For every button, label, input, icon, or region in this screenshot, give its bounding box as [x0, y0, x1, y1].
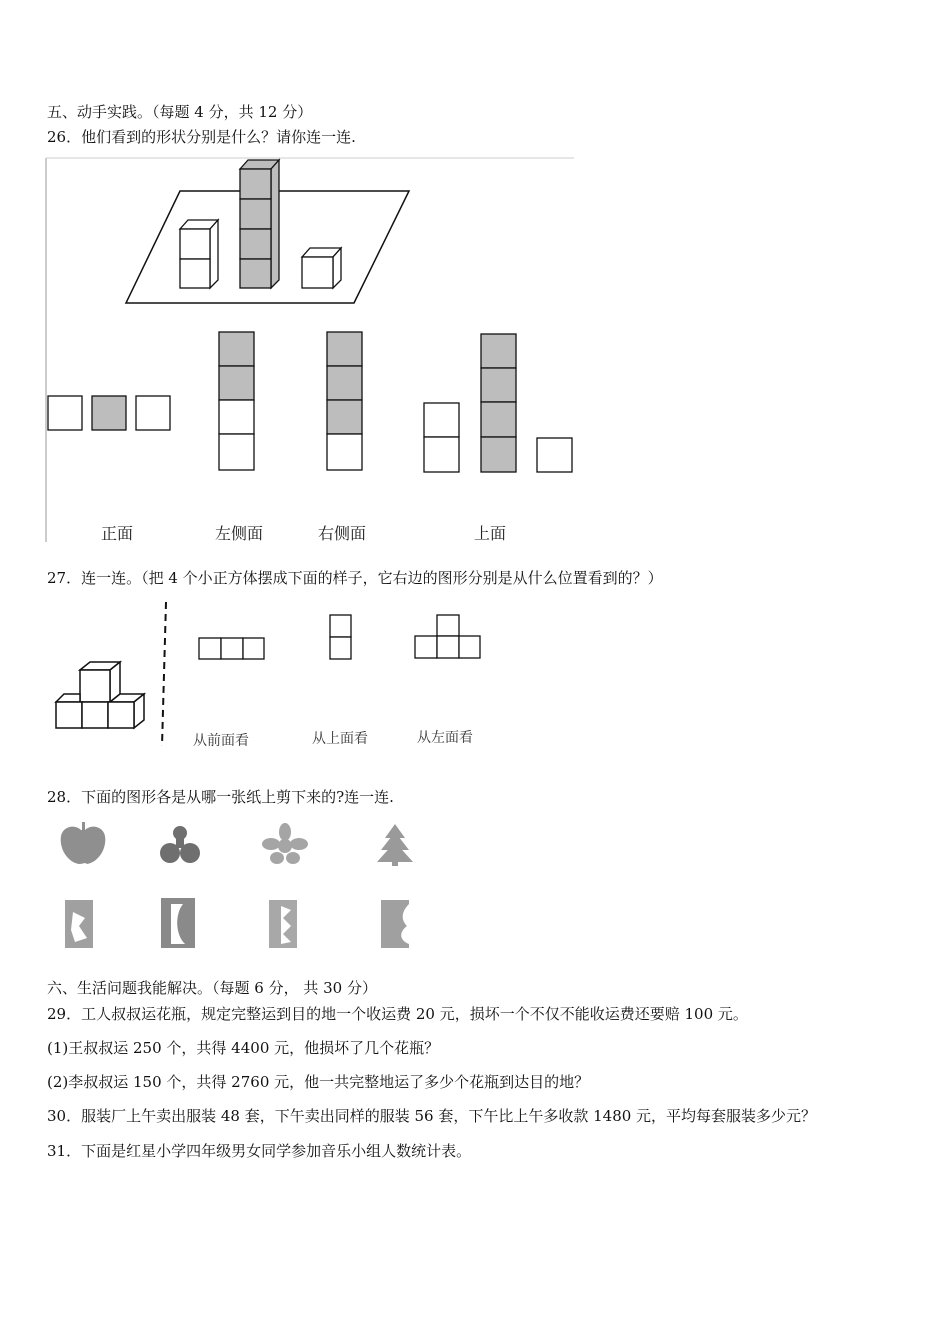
- label-left-side: 左侧面: [215, 524, 264, 543]
- label-from-front: 从前面看: [193, 733, 249, 749]
- question-28-text: 28．下面的图形各是从哪一张纸上剪下来的?连一连.: [47, 788, 394, 806]
- label-top: 上面: [474, 524, 507, 543]
- question-27-text: 27．连一连。（把 4 个小正方体摆成下面的样子，它右边的图形分别是从什么位置看到的？）: [47, 569, 663, 587]
- view-two-stacked: [330, 615, 351, 659]
- view-option-three-squares: [48, 396, 170, 430]
- flower-cutout-icon: [262, 823, 308, 864]
- view-three-in-row: [199, 638, 264, 659]
- q28-figure: [55, 820, 435, 955]
- cube-arrangement: [56, 662, 144, 728]
- question-31-text: 31．下面是红星小学四年级男女同学参加音乐小组人数统计表。: [47, 1142, 472, 1160]
- view-t-shape: [415, 615, 480, 658]
- section-6-heading: 六、生活问题我能解决。（每题 6 分， 共 30 分）: [47, 979, 377, 997]
- dashed-divider: [162, 602, 166, 746]
- left-cube-stack: [180, 220, 218, 288]
- paper-2-icon: [161, 898, 195, 948]
- label-from-top: 从上面看: [312, 731, 368, 747]
- apple-cutout-icon: [61, 822, 106, 864]
- question-29-part-1: (1)王叔叔运 250 个，共得 4400 元，他损坏了几个花瓶？: [47, 1039, 440, 1057]
- question-26-text: 26．他们看到的形状分别是什么？请你连一连.: [47, 128, 356, 146]
- paper-1-icon: [65, 900, 93, 948]
- label-right-side: 右侧面: [318, 524, 367, 543]
- question-29-text: 29．工人叔叔运花瓶，规定完整运到目的地一个收运费 20 元，损坏一个不仅不能收运费还要赔 100 元。: [47, 1005, 748, 1023]
- label-front: 正面: [101, 524, 134, 543]
- view-option-front: [424, 334, 572, 472]
- gourd-cutout-icon: [160, 826, 200, 863]
- tree-cutout-icon: [377, 824, 413, 866]
- paper-4-icon: [381, 900, 409, 948]
- view-option-column-a: [219, 332, 254, 470]
- view-option-column-b: [327, 332, 362, 470]
- right-cube: [302, 248, 341, 288]
- question-30-text: 30．服装厂上午卖出服装 48 套，下午卖出同样的服装 56 套，下午比上午多收款 1480 元，平均每套服装多少元？: [47, 1107, 817, 1125]
- paper-3-icon: [269, 900, 297, 948]
- middle-cube-stack: [240, 160, 279, 288]
- label-from-left: 从左面看: [417, 730, 473, 746]
- q26-figure: [44, 156, 576, 544]
- question-29-part-2: (2)李叔叔运 150 个，共得 2760 元，他一共完整地运了多少个花瓶到达目的地？: [47, 1073, 590, 1091]
- section-5-heading: 五、动手实践。（每题 4 分，共 12 分）: [47, 103, 313, 121]
